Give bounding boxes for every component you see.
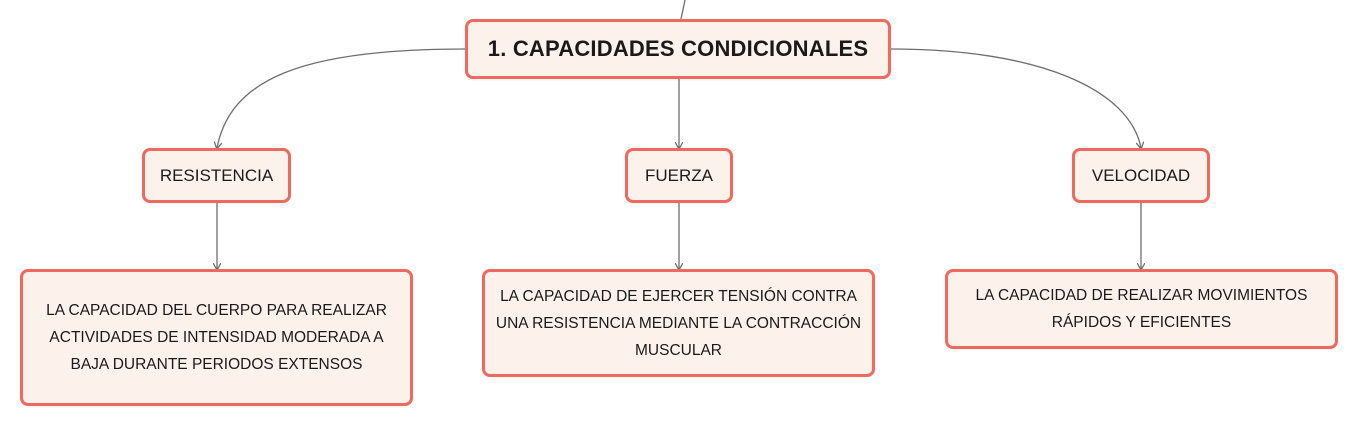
topic-velocidad[interactable] [1072,148,1210,203]
topic-resistencia[interactable] [142,148,291,203]
root-topic-label: 1. CAPACIDADES CONDICIONALES [487,36,869,61]
connector-parent-to-root [681,0,685,19]
topic-fuerza-label: FUERZA [645,165,713,185]
subtopic-fuerza-description[interactable] [482,269,875,377]
subtopic-velocidad-text: LA CAPACIDAD DE REALIZAR MOVIMIENTOS RÁPIDOS Y EFICIENTES [975,287,1308,331]
subtopic-fuerza-text: LA CAPACIDAD DE EJERCER TENSIÓN CONTRA UNA RESISTENCIA MEDIANTE LA CONTRACCIÓN MUSCULAR [495,287,862,359]
subtopic-velocidad-description[interactable] [945,269,1338,349]
root-topic[interactable] [465,19,891,79]
subtopic-resistencia-description[interactable] [20,269,413,406]
subtopic-resistencia-text: LA CAPACIDAD DEL CUERPO PARA REALIZAR ACTIVIDADES DE INTENSIDAD MODERADA A BAJA DURANTE PERIODOS EXTENSOS [46,302,387,373]
topic-velocidad-label: VELOCIDAD [1091,165,1191,185]
topic-resistencia-label: RESISTENCIA [159,165,274,185]
connector-root-to-velocidad [891,49,1141,148]
topic-fuerza[interactable] [625,148,733,203]
connector-root-to-resistencia [217,49,465,148]
